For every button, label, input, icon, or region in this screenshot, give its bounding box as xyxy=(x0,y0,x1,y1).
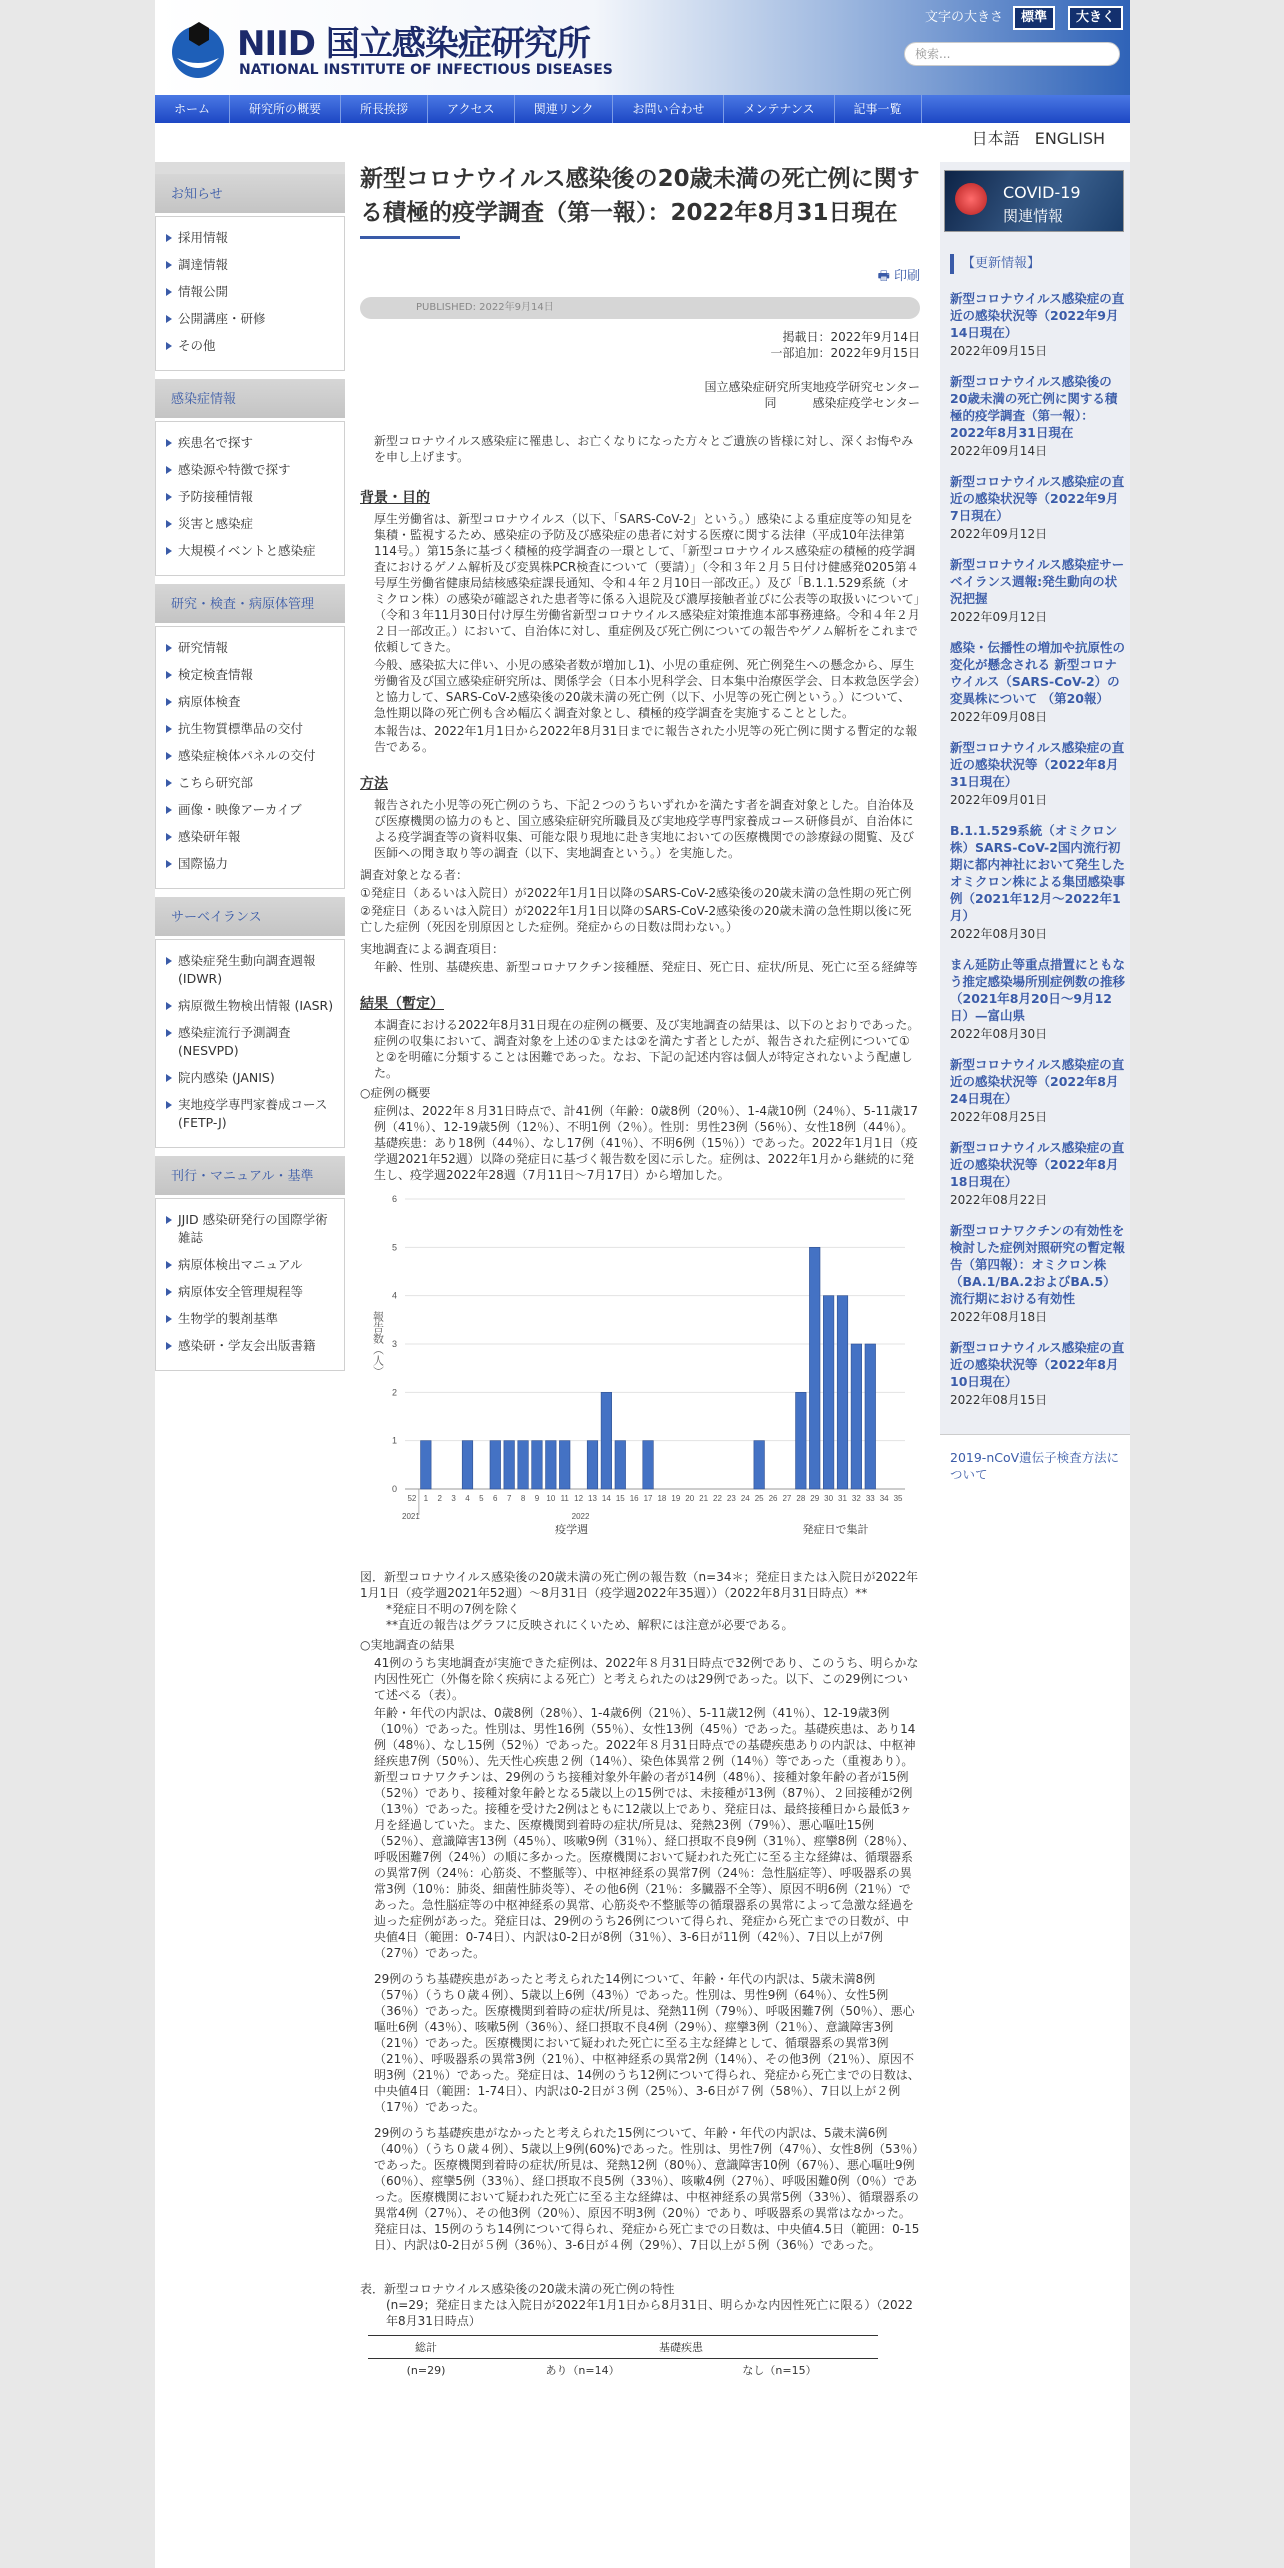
date-posted: 掲載日：2022年9月14日 xyxy=(782,330,920,344)
nav-greeting[interactable]: 所長挨拶 xyxy=(341,95,428,123)
printer-icon: 🖶 xyxy=(877,269,894,284)
result-sub1: ○症例の概要 xyxy=(360,1086,431,1100)
x-tick-label: 6 xyxy=(493,1494,498,1503)
sidebar-item[interactable]: 国際協力 xyxy=(156,855,344,873)
site-header xyxy=(155,0,1130,95)
lang-ja-link[interactable]: 日本語 xyxy=(971,129,1020,148)
result-p2: 症例は、2022年８月31日時点で、計41例（年齢：0歳8例（20％）、1-4歳10例（24％）、5-11歳17例（41％）、12-19歳5例（12％）、不明1例（2％）。性別：男性23例（56％）、女性18例（44％）。基礎疾患：あり18例（44％）、なし17例（41％）、不明6例（15％））であった。2022年1月1日（疫学週2021年52週）以降の発症日に基づく報告数を図に示した。症例は、2022年1月から継続的に発生し、疫学週2022年28週（7月11日〜7月17日）から増加した。 xyxy=(374,1104,919,1182)
x-axis-label: 疫学週 xyxy=(555,1523,589,1536)
page-wrapper xyxy=(155,0,1130,2568)
sidebar-item[interactable]: 実地疫学専門家養成コース(FETP-J) xyxy=(156,1096,344,1132)
sidebar-item[interactable]: JJID 感染研発行の国際学術雑誌 xyxy=(156,1211,344,1247)
covid-banner-title: COVID-19 xyxy=(1003,183,1081,202)
update-link[interactable]: 新型コロナウイルス感染症の直近の感染状況等（2022年9月7日現在） xyxy=(950,474,1125,523)
sidebar-section-news xyxy=(155,174,345,371)
x-tick-label: 13 xyxy=(588,1494,597,1503)
x-tick-label: 15 xyxy=(615,1494,625,1503)
updates-list xyxy=(940,278,1130,1408)
method-p1: 報告された小児等の死亡例のうち、下記２つのうちいずれかを満たす者を調査対象とした。自治体及び医療機関の協力のもと、国立感染症研究所職員及び実地疫学専門家養成コース研修員が、自治体による疫学調査等の資料収集、可能な限り現地に赴き実地においての医療機関での診療録の閲覧、及び医師への聞き取り等の調査（以下、実地調査という。）を実施した。 xyxy=(374,798,915,860)
condolence-text: 新型コロナウイルス感染症に罹患し、お亡くなりになった方々とご遺族の皆様に対し、深くお悔やみを申し上げます。 xyxy=(374,434,914,464)
chart-bar xyxy=(587,1441,598,1489)
x-tick-label: 33 xyxy=(865,1494,875,1503)
x-axis-note: 発症日で集計 xyxy=(802,1523,869,1536)
chart-bar xyxy=(546,1441,557,1489)
x-tick-label: 30 xyxy=(824,1494,834,1503)
update-item xyxy=(950,1222,1126,1325)
nav-articles[interactable]: 記事一覧 xyxy=(835,95,922,123)
sidebar-item[interactable]: 予防接種情報 xyxy=(156,488,344,506)
x-tick-label: 8 xyxy=(520,1494,526,1503)
method-p2: 調査対象となる者： xyxy=(360,868,469,882)
chart-bar xyxy=(754,1441,765,1489)
x-tick-label: 24 xyxy=(740,1494,750,1503)
sidebar-item[interactable]: 情報公開 xyxy=(156,283,344,301)
main-nav xyxy=(155,95,1130,123)
method-criteria-2: ②発症日（あるいは入院日）が2022年1月1日以降のSARS-CoV-2感染後の20歳未満の急性期以後に死亡した症例（死因を別原因とした症例。発症からの日数は問わない。） xyxy=(360,904,912,934)
table-header-total: 総計 xyxy=(368,2336,484,2359)
x-tick-label: 2 xyxy=(437,1494,442,1503)
year-end-label: 2022 xyxy=(571,1512,590,1521)
update-link[interactable]: まん延防止等重点措置にともなう推定感染場所別症例数の推移（2021年8月20日〜9月12日）—富山県 xyxy=(950,957,1126,1023)
update-link[interactable]: 新型コロナウイルス感染症の直近の感染状況等（2022年8月18日現在） xyxy=(950,1140,1125,1189)
update-item xyxy=(950,739,1126,808)
sidebar-item[interactable]: 疾患名で探す xyxy=(156,434,344,452)
chart-bar xyxy=(865,1344,876,1489)
background-p2: 今般、感染拡大に伴い、小児の感染者数が増加し1)、小児の重症例、死亡例発生への懸念から、厚生労働省及び国立感染症研究所は、関係学会（日本小児科学会、日本集中治療医学会、日本救急医学会）と協力して、SARS-CoV-2感染後の20歳未満の死亡例（以下、小児等の死亡例という。）について、急性期以降の死亡例も含め幅広く調査対象とし、積極的疫学調査を実施することとした。 xyxy=(374,658,921,720)
chart-bar xyxy=(615,1441,626,1489)
update-date: 2022年09月12日 xyxy=(950,610,1048,624)
font-size-label: 文字の大きさ xyxy=(925,10,1004,25)
heading-background: 背景・目的 xyxy=(360,490,430,506)
update-item xyxy=(950,639,1126,725)
sidebar-section-title: 感染症情報 xyxy=(155,379,345,421)
y-tick-label: 3 xyxy=(391,1339,397,1349)
org-line-1: 国立感染症研究所実地疫学研究センター xyxy=(704,380,920,394)
update-link[interactable]: 新型コロナウイルス感染症サーベイランス週報:発生動向の状況把握 xyxy=(950,557,1125,606)
update-link[interactable]: 新型コロナウイルス感染症の直近の感染状況等（2022年8月24日現在） xyxy=(950,1057,1125,1106)
sidebar-item[interactable]: 感染症検体パネルの交付 xyxy=(156,747,344,765)
update-link[interactable]: B.1.1.529系統（オミクロン株）SARS-CoV-2国内流行初期に都内神社において発生したオミクロン株による集団感染事例（2021年12月〜2022年1月） xyxy=(950,823,1126,923)
heading-result: 結果（暫定） xyxy=(360,996,444,1012)
chart-bar xyxy=(823,1296,834,1489)
sidebar-item[interactable]: 病原体安全管理規程等 xyxy=(156,1283,344,1301)
x-tick-label: 52 xyxy=(407,1494,417,1503)
update-link[interactable]: 新型コロナウイルス感染症の直近の感染状況等（2022年8月10日現在） xyxy=(950,1340,1125,1389)
update-date: 2022年09月12日 xyxy=(950,527,1048,541)
sidebar-section-publications xyxy=(155,1156,345,1371)
update-item xyxy=(950,1139,1126,1208)
update-item xyxy=(950,1056,1126,1125)
updates-heading: 【更新情報】 xyxy=(940,250,1130,278)
site-logo-ja[interactable]: NIID 国立感染症研究所 xyxy=(237,24,590,64)
sidebar-item[interactable]: 研究情報 xyxy=(156,639,344,657)
left-sidebar xyxy=(155,162,345,1379)
x-tick-label: 5 xyxy=(479,1494,484,1503)
x-tick-label: 7 xyxy=(506,1494,512,1503)
sidebar-item[interactable]: 感染研・学友会出版書籍 xyxy=(156,1337,344,1355)
update-date: 2022年08月22日 xyxy=(950,1193,1048,1207)
update-item xyxy=(950,473,1126,542)
y-tick-label: 6 xyxy=(391,1194,397,1204)
chart-bar xyxy=(643,1441,654,1489)
sidebar-item[interactable]: こちら研究部 xyxy=(156,774,344,792)
y-tick-label: 5 xyxy=(391,1242,397,1253)
chart-bar xyxy=(559,1441,570,1489)
update-date: 2022年08月18日 xyxy=(950,1310,1048,1324)
chart-bar xyxy=(601,1392,612,1489)
y-tick-label: 0 xyxy=(391,1484,397,1494)
sidebar-item[interactable]: その他 xyxy=(156,337,344,355)
x-tick-label: 12 xyxy=(574,1494,584,1503)
result-p3: 41例のうち実地調査が実施できた症例は、2022年８月31日時点で32例であり、このうち、明らかな内因性死亡（外傷を除く疾病による死亡）と考えられたのは29例であった。以下、この29例について述べる（表）。 xyxy=(374,1656,919,1702)
date-added: 一部追加：2022年9月15日 xyxy=(770,346,920,360)
result-p4: 年齢・年代の内訳は、0歳8例（28％）、1-4歳6例（21％）、5-11歳12例（41％）、12-19歳3例（10％）であった。性別は、男性16例（55％）、女性13例（45％）であった。基礎疾患は、あり14例（48％）、なし15例（52％）であった。2022年８月31日時点での基礎疾患ありの内訳は、中枢神経疾患7例（50％）、先天性心疾患２例（14％）、染色体異常２例（14％）等であった（重複あり）。新型コロナワクチンは、29例のうち接種対象外年齢の者が14例（48％）、接種対象年齢の者が15例（52％）であり、接種対象年齢となる5歳以上の15例では、未接種が13例（87％）、２回接種が2例（13％）であった。接種を受けた2例はともに12歳以上であり、発症日は、最終接種日から最低3ヶ月を経過していた。また、医療機関到着時の症状/所見は、発熱23例（79％）、悪心嘔吐15例（52％）、意識障害13例（45％）、咳嗽9例（31％）、経口摂取不良9例（31％）、痙攣8例（28％）、呼吸困難7例（24％）の順に多かった。医療機関において疑われた死亡に至る主な経緯は、循環器系の異常7例（24％：心筋炎、不整脈等）、中枢神経系の異常7例（24％：急性脳症等）、呼吸器系の異常3例（10％：肺炎、細菌性肺炎等）、その他6例（21％：多臓器不全等）、原因不明6例（21％）であった。急性脳症等の中枢神経系の異常、心筋炎や不整脈等の循環器系の異常によって急激な経過を辿った症例があった。発症日は、29例のうち26例について得られ、発症から死亡までの日数が、中央値4日（範囲：0-74日）、内訳は0-2日が8例（31％）、3-6日が11例（42％）、7日以上が7例（27％）であった。 xyxy=(374,1706,916,1960)
y-tick-label: 1 xyxy=(391,1435,397,1446)
sidebar-item[interactable]: 生物学的製剤基準 xyxy=(156,1310,344,1328)
sidebar-section-title: 研究・検査・病原体管理 xyxy=(155,584,345,626)
chart-bar xyxy=(421,1441,432,1489)
sidebar-item[interactable]: 採用情報 xyxy=(156,229,344,247)
result-p6: 29例のうち基礎疾患がなかったと考えられた15例について、年齢・年代の内訳は、5歳未満6例（40％）（うち０歳４例）、5歳以上9例(60%)であった。性別は、男性7例（47％）、女性8例（53％）であった。医療機関到着時の症状/所見は、発熱12例（80％）、意識障害10例（67％）、悪心嘔吐9例（60％）、痙攣5例（33％）、経口摂取不良5例（33％）、咳嗽4例（27％）、呼吸困難0例（0％）であった。医療機関において疑われた死亡に至る主な経緯は、中枢神経系の異常5例（33％）、循環器系の異常4例（27％）、その他3例（20％）、原因不明3例（20％）であり、呼吸器系の異常はなかった。発症日は、15例のうち14例について得られ、発症から死亡までの日数は、中央値4.5日（範囲：0-15日）、内訳は0-2日が５例（36％）、3-6日が４例（29％）、7日以上が５例（36％）であった。 xyxy=(374,2126,920,2252)
site-logo-en[interactable]: NATIONAL INSTITUTE OF INFECTIOUS DISEASES xyxy=(239,62,613,78)
x-tick-label: 29 xyxy=(810,1494,820,1503)
published-bar: PUBLISHED: 2022年9月14日 xyxy=(360,297,920,319)
epi-curve-chart xyxy=(360,1189,920,1559)
chart-bar xyxy=(796,1392,807,1489)
sidebar-section-title: お知らせ xyxy=(155,174,345,216)
table-n-yes: あり（n=14） xyxy=(484,2359,681,2382)
table-n-total: (n=29) xyxy=(368,2359,484,2382)
chart-bar xyxy=(851,1344,862,1489)
update-item xyxy=(950,373,1126,459)
result-sub2: ○実地調査の結果 xyxy=(360,1638,455,1652)
update-link[interactable]: 新型コロナウイルス感染後の20歳未満の死亡例に関する積極的疫学調査（第一報）：2022年8月31日現在 xyxy=(950,374,1118,440)
sidebar-section-research xyxy=(155,584,345,889)
sidebar-item[interactable]: 画像・映像アーカイブ xyxy=(156,801,344,819)
sidebar-item[interactable]: 病原微生物検出情報 (IASR) xyxy=(156,997,344,1015)
year-start-label: 2021 xyxy=(402,1512,420,1521)
method-p4: 年齢、性別、基礎疾患、新型コロナワクチン接種歴、発症日、死亡日、症状/所見、死亡に至る経緯等 xyxy=(374,960,918,974)
characteristics-table xyxy=(368,2335,878,2381)
org-line-2: 同 感染症疫学センター xyxy=(764,396,920,410)
update-date: 2022年09月15日 xyxy=(950,344,1048,358)
update-date: 2022年09月08日 xyxy=(950,710,1048,724)
nav-about[interactable]: 研究所の概要 xyxy=(230,95,341,123)
sidebar-item[interactable]: 検定検査情報 xyxy=(156,666,344,684)
covid-banner[interactable] xyxy=(944,170,1124,232)
update-date: 2022年08月15日 xyxy=(950,1393,1048,1407)
background-p3: 本報告は、2022年1月1日から2022年8月31日までに報告された小児等の死亡例に関する暫定的な報告である。 xyxy=(374,724,918,754)
x-tick-label: 35 xyxy=(893,1494,903,1503)
table-caption: 表．新型コロナウイルス感染後の20歳未満の死亡例の特性 xyxy=(360,2282,675,2296)
title-underline xyxy=(360,236,460,239)
x-tick-label: 17 xyxy=(643,1494,653,1503)
x-tick-label: 4 xyxy=(465,1494,470,1503)
update-item xyxy=(950,822,1126,942)
x-tick-label: 18 xyxy=(657,1494,667,1503)
sidebar-item[interactable]: 災害と感染症 xyxy=(156,515,344,533)
update-date: 2022年09月14日 xyxy=(950,444,1048,458)
lang-en-link[interactable]: ENGLISH xyxy=(1034,129,1105,148)
ncov-box xyxy=(940,1434,1130,1497)
update-link[interactable]: 新型コロナウイルス感染症の直近の感染状況等（2022年8月31日現在） xyxy=(950,740,1125,789)
sidebar-item[interactable]: 病原体検出マニュアル xyxy=(156,1256,344,1274)
nav-contact[interactable]: お問い合わせ xyxy=(613,95,724,123)
figure-note-2: **直近の報告はグラフに反映されにくいため、解釈には注意が必要である。 xyxy=(386,1618,794,1632)
update-link[interactable]: 感染・伝播性の増加や抗原性の変化が懸念される 新型コロナウイルス（SARS-CoV-2）の変異株について （第20報） xyxy=(950,640,1126,706)
update-link[interactable]: 新型コロナウイルス感染症の直近の感染状況等（2022年9月14日現在） xyxy=(950,291,1125,340)
sidebar-section-infection xyxy=(155,379,345,576)
result-p5: 29例のうち基礎疾患があったと考えられた14例について、年齢・年代の内訳は、5歳未満8例（57％）（うち０歳４例）、5歳以上6例（43％）であった。性別は、男性9例（64％）、女性5例（36％）であった。医療機関到着時の症状/所見は、発熱11例（79％）、呼吸困難7例（50％）、悪心嘔吐6例（43％）、咳嗽5例（36％）、経口摂取不良4例（29％）、痙攣3例（21％）、意識障害3例（21％）であった。医療機関において疑われた死亡に至る主な経緯として、循環器系の異常3例（21％）、呼吸器系の異常3例（21％）、中枢神経系の異常2例（14％）、その他3例（21％）、原因不明3例（21％）であった。発症日は、14例のうち12例について得られ、発症から死亡までの日数は、中央値4日（範囲：1-74日）、内訳は0-2日が３例（25％）、3-6日が７例（58％）、7日以上が２例（17％）であった。 xyxy=(374,1972,920,2114)
x-tick-label: 20 xyxy=(685,1494,695,1503)
chart-bar xyxy=(518,1441,529,1489)
x-tick-label: 28 xyxy=(796,1494,806,1503)
x-tick-label: 10 xyxy=(546,1494,556,1503)
covid-banner-subtitle: 関連情報 xyxy=(1003,207,1064,225)
x-tick-label: 27 xyxy=(782,1494,792,1503)
virus-icon xyxy=(955,183,987,215)
background-p1: 厚生労働省は、新型コロナウイルス（以下、「SARS-CoV-2」という。）感染による重症度等の知見を集積・監視するため、感染症の予防及び感染症の患者に対する医療に関する法律（平成10年法律第114号。）第15条に基づく積極的疫学調査の一環として、「新型コロナウイルス感染症の積極的疫学調査におけるゲノム解析及び変異株PCR検査について（要請）」（令和３年２月５日付け健感発0205第４号厚生労働省健康局結核感染症課長通知、令和４年２月10日一部改正。）及び「B.1.1.529系統（オミクロン株）の感染が確認された患者等に係る入退院及び濃厚接触者並びに公表等の取扱いについて」（令和３年11月30日付け厚生労働省新型コロナウイルス感染症対策推進本部事務連絡。令和４年２月２日一部改正。）において、自治体に対し、重症例及び死亡例についての報告やゲノム解析をこれまで依頼してきた。 xyxy=(374,512,920,654)
article-main xyxy=(360,162,920,2381)
nav-access[interactable]: アクセス xyxy=(428,95,515,123)
chart-bar xyxy=(504,1441,515,1489)
x-tick-label: 9 xyxy=(534,1494,540,1503)
x-tick-label: 1 xyxy=(423,1494,429,1503)
x-tick-label: 11 xyxy=(560,1494,569,1503)
sidebar-section-surveillance xyxy=(155,897,345,1148)
update-item xyxy=(950,556,1126,625)
update-item xyxy=(950,956,1126,1042)
x-tick-label: 31 xyxy=(838,1494,847,1503)
figure-note-1: *発症日不明の7例を除く xyxy=(386,1602,520,1616)
chart-bar xyxy=(809,1247,820,1489)
chart-bar xyxy=(462,1441,473,1489)
chart-svg xyxy=(360,1189,920,1559)
table-header-basic: 基礎疾患 xyxy=(484,2336,878,2359)
x-tick-label: 25 xyxy=(754,1494,764,1503)
update-item xyxy=(950,290,1126,359)
font-size-standard-button[interactable]: 標準 xyxy=(1013,6,1055,30)
y-tick-label: 2 xyxy=(391,1387,397,1398)
sidebar-item[interactable]: 院内感染 (JANIS) xyxy=(156,1069,344,1087)
sidebar-item[interactable]: 公開講座・研修 xyxy=(156,310,344,328)
print-label: 印刷 xyxy=(893,269,920,284)
x-tick-label: 3 xyxy=(451,1494,456,1503)
y-axis-label: 報告数（人） xyxy=(371,1311,385,1377)
niid-logo-icon[interactable] xyxy=(167,18,229,80)
update-link[interactable]: 新型コロナワクチンの有効性を検討した症例対照研究の暫定報告（第四報）：オミクロン株（BA.1/BA.2およびBA.5）流行期における有効性 xyxy=(950,1223,1126,1306)
sidebar-item[interactable]: 病原体検査 xyxy=(156,693,344,711)
print-link[interactable] xyxy=(360,265,920,289)
figure-caption: 図．新型コロナウイルス感染後の20歳未満の死亡例の報告数（n=34＊；発症日または入院日が2022年1月1日（疫学週2021年52週）〜8月31日（疫学週2022年35週））（2022年8月31日時点）** xyxy=(360,1570,919,1600)
table-subcaption: (n=29；発症日または入院日が2022年1月1日から8月31日、明らかな内因性死亡に限る）（2022年8月31日時点） xyxy=(386,2298,913,2328)
nav-home[interactable]: ホーム xyxy=(155,95,230,123)
x-tick-label: 14 xyxy=(601,1494,611,1503)
sidebar-item[interactable]: 大規模イベントと感染症 xyxy=(156,542,344,560)
update-item xyxy=(950,1339,1126,1408)
update-date: 2022年08月30日 xyxy=(950,1027,1048,1041)
update-date: 2022年08月25日 xyxy=(950,1110,1048,1124)
table-n-no: なし（n=15） xyxy=(681,2359,878,2382)
x-tick-label: 23 xyxy=(726,1494,736,1503)
font-size-large-button[interactable]: 大きく xyxy=(1068,6,1123,30)
x-tick-label: 22 xyxy=(713,1494,722,1503)
update-date: 2022年08月30日 xyxy=(950,927,1048,941)
x-tick-label: 21 xyxy=(699,1494,709,1503)
x-tick-label: 16 xyxy=(629,1494,639,1503)
x-tick-label: 32 xyxy=(851,1494,861,1503)
ncov-test-link[interactable]: 2019-nCoV遺伝子検査方法について xyxy=(950,1450,1120,1482)
sidebar-item[interactable]: 感染症発生動向調査週報(IDWR) xyxy=(156,952,344,988)
y-tick-label: 4 xyxy=(391,1290,397,1301)
result-p1: 本調査における2022年8月31日現在の症例の概要、及び実地調査の結果は、以下のとおりであった。症例の収集において、調査対象を上述の①または②を満たす者としたが、報告された症例について①と②を明確に分類することは困難であった。なお、下記の記述内容は個人が特定されないよう配慮した。 xyxy=(374,1018,920,1080)
language-switch xyxy=(962,126,1105,149)
right-sidebar xyxy=(940,162,1130,1497)
x-tick-label: 19 xyxy=(671,1494,681,1503)
nav-links[interactable]: 関連リンク xyxy=(515,95,614,123)
chart-bar xyxy=(532,1441,543,1489)
sidebar-item[interactable]: 調達情報 xyxy=(156,256,344,274)
heading-method: 方法 xyxy=(360,776,388,792)
sidebar-item[interactable]: 感染源や特徴で探す xyxy=(156,461,344,479)
x-tick-label: 34 xyxy=(879,1494,889,1503)
sidebar-item[interactable]: 感染症流行予測調査 (NESVPD) xyxy=(156,1024,344,1060)
article-title: 新型コロナウイルス感染後の20歳未満の死亡例に関する積極的疫学調査（第一報）：2022年8月31日現在 xyxy=(360,166,920,226)
method-criteria-1: ①発症日（あるいは入院日）が2022年1月1日以降のSARS-CoV-2感染後の20歳未満の急性期の死亡例 xyxy=(360,886,912,900)
sidebar-item[interactable]: 感染研年報 xyxy=(156,828,344,846)
x-tick-label: 26 xyxy=(768,1494,778,1503)
search-input[interactable]: 検索... xyxy=(904,42,1120,66)
update-date: 2022年09月01日 xyxy=(950,793,1048,807)
method-p3: 実地調査による調査項目： xyxy=(360,942,505,956)
sidebar-section-title: 刊行・マニュアル・基準 xyxy=(155,1156,345,1198)
sidebar-item[interactable]: 抗生物質標準品の交付 xyxy=(156,720,344,738)
chart-bar xyxy=(837,1296,848,1489)
nav-maintenance[interactable]: メンテナンス xyxy=(724,95,834,123)
sidebar-section-title: サーベイランス xyxy=(155,897,345,939)
chart-bar xyxy=(490,1441,501,1489)
